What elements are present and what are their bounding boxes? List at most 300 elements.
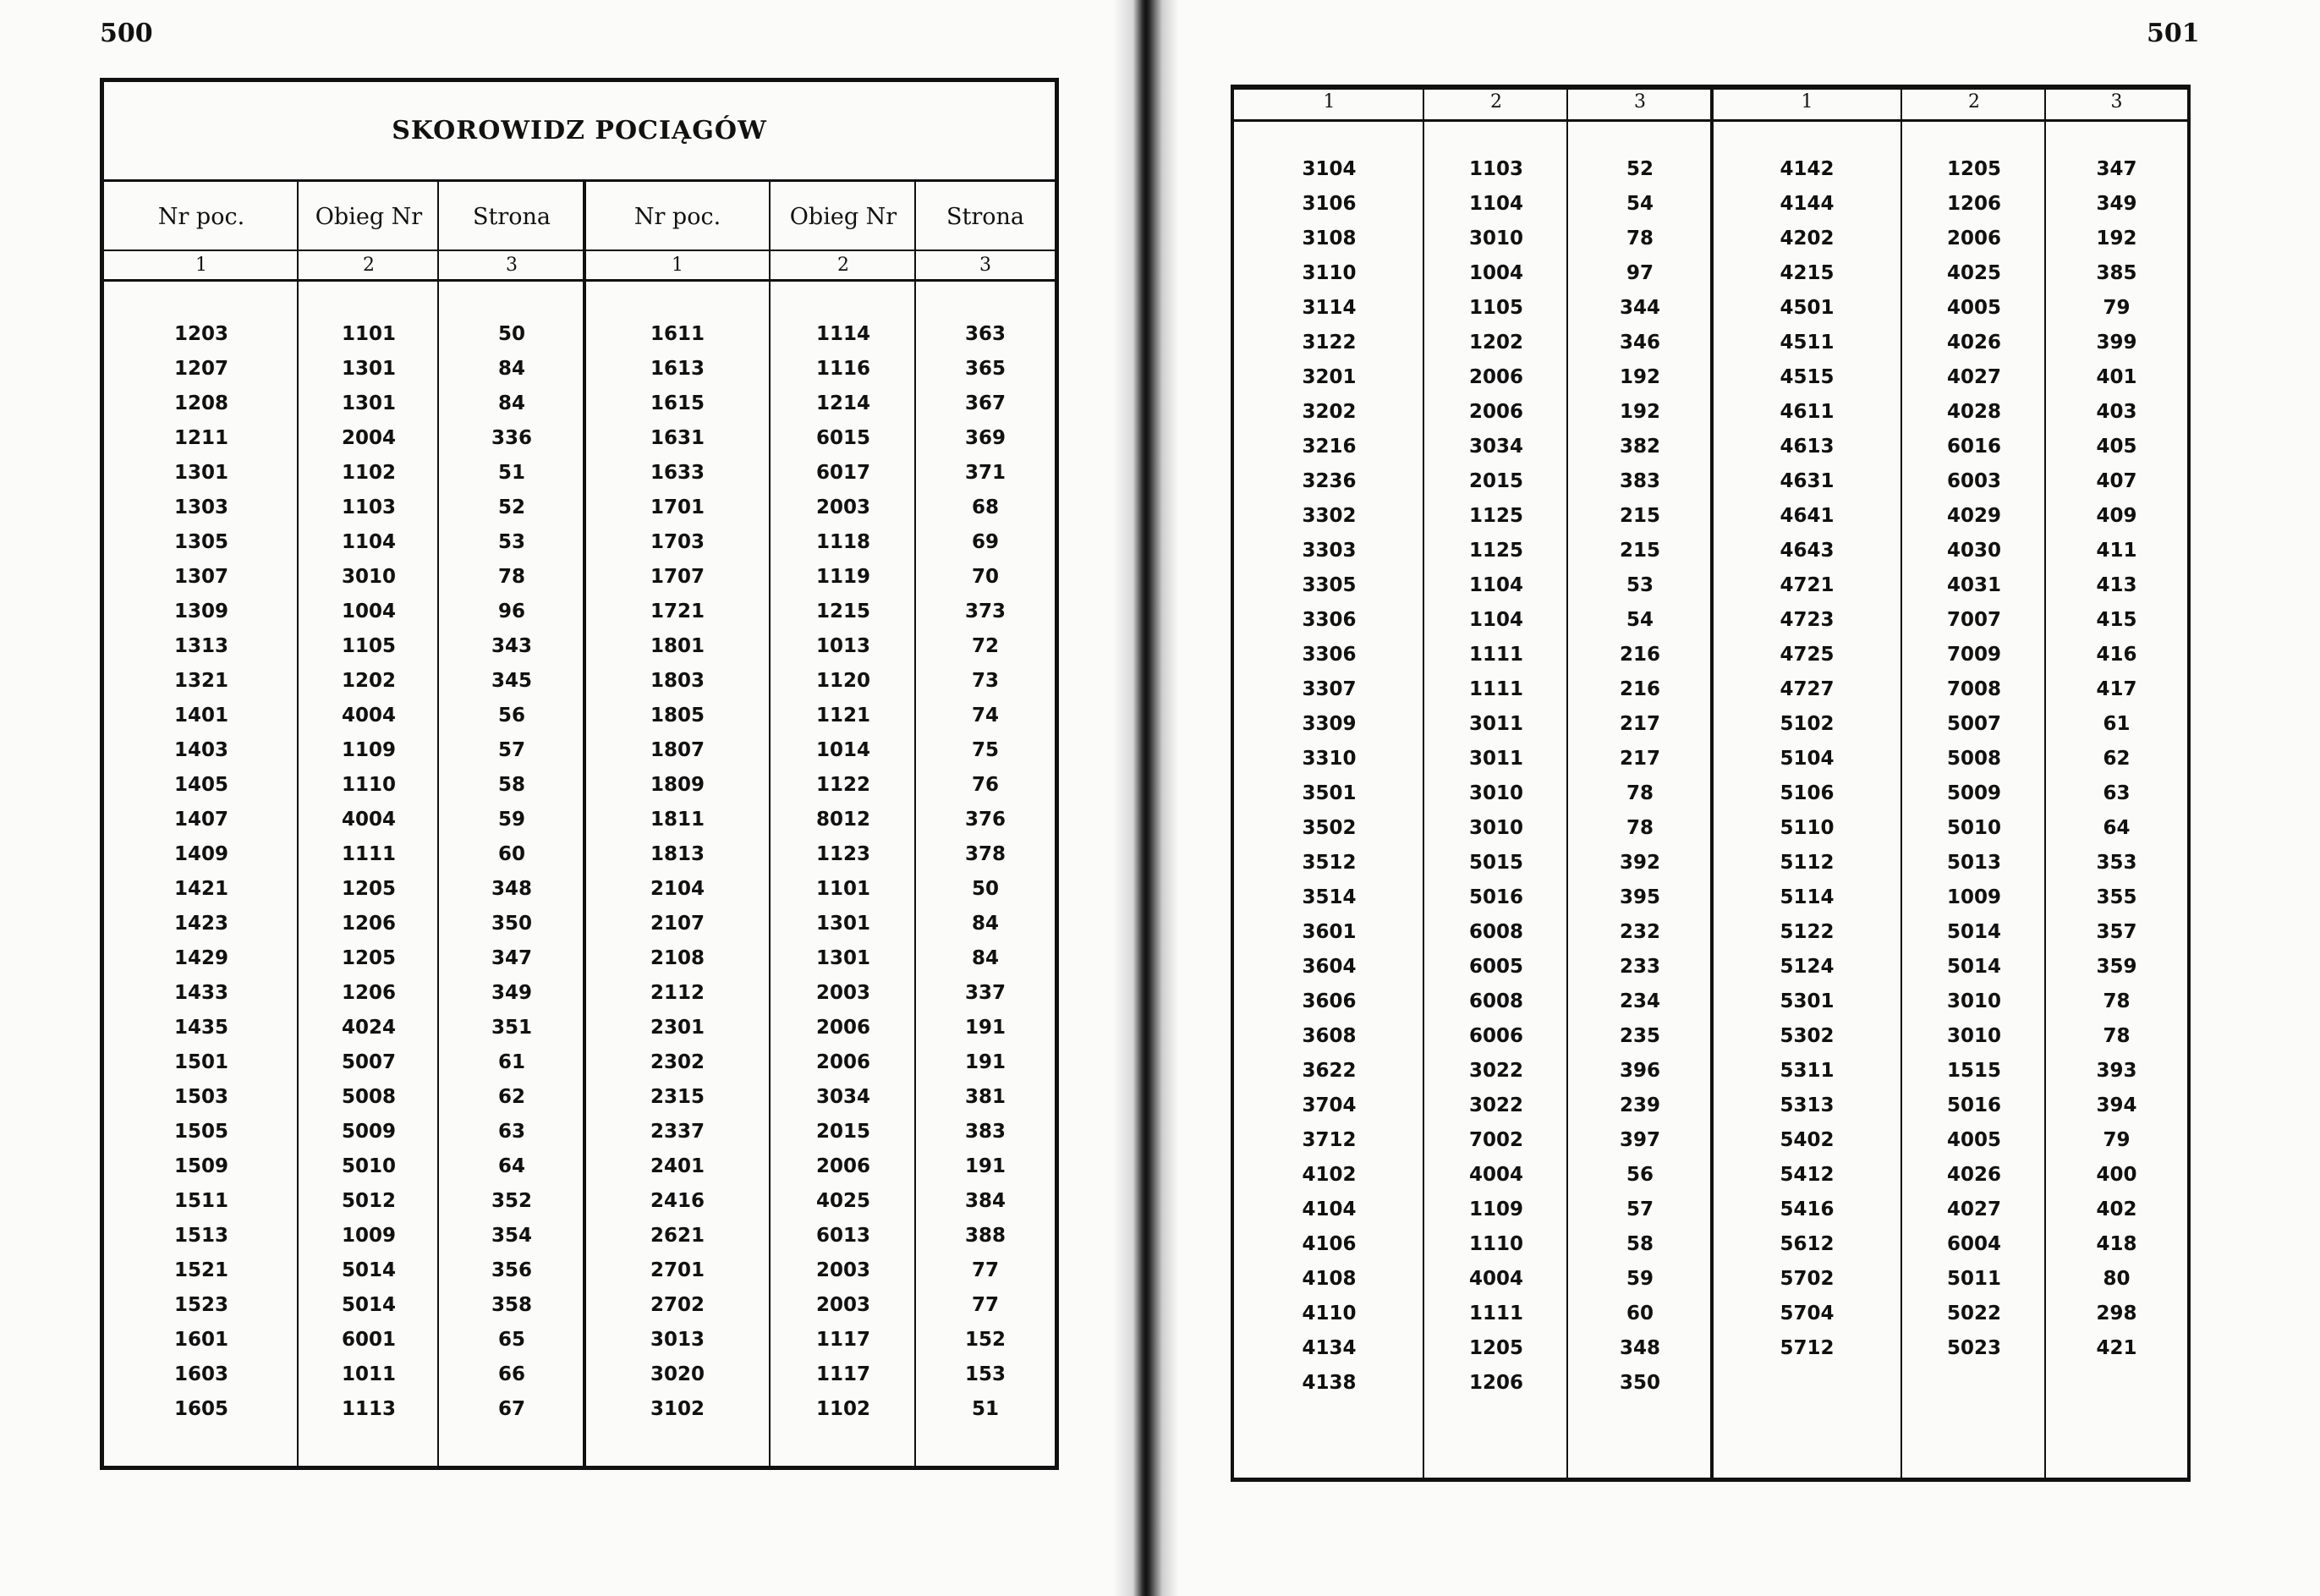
- table-cell: 80: [2103, 1268, 2131, 1290]
- table-cell: 1009: [341, 1225, 396, 1247]
- table-cell: 216: [1619, 644, 1660, 666]
- table-cell: 234: [1619, 990, 1660, 1012]
- table-cell: 4104: [1302, 1198, 1357, 1220]
- table-cell: 1401: [173, 705, 228, 727]
- table-cell: 373: [964, 601, 1006, 622]
- table-cell: 62: [2103, 748, 2131, 770]
- table-cell: 1301: [173, 462, 228, 484]
- table-cell: 62: [497, 1086, 525, 1108]
- table-cell: 3011: [1468, 713, 1523, 735]
- table-cell: 2006: [1468, 401, 1523, 423]
- table-cell: 1214: [815, 392, 870, 414]
- table-cell: 5106: [1780, 782, 1835, 804]
- table-cell: 1435: [173, 1017, 228, 1039]
- table-cell: 78: [1626, 228, 1654, 250]
- table-cell: 5007: [1946, 713, 2001, 735]
- table-cell: 3022: [1468, 1060, 1523, 1082]
- table-cell: 1523: [173, 1294, 228, 1316]
- table-cell: 2702: [650, 1294, 705, 1316]
- table-cell: 1110: [1468, 1233, 1523, 1255]
- table-cell: 2107: [650, 913, 705, 935]
- table-cell: 4721: [1780, 574, 1835, 596]
- column-nr-poc-2: [584, 317, 771, 1427]
- table-cell: 1120: [815, 670, 870, 692]
- table-cell: 192: [1619, 401, 1660, 423]
- table-cell: 3712: [1302, 1129, 1357, 1151]
- table-cell: 5016: [1468, 886, 1523, 908]
- table-cell: 348: [1619, 1337, 1660, 1359]
- table-cell: 4027: [1946, 366, 2001, 388]
- table-cell: 1503: [173, 1086, 228, 1108]
- table-cell: 416: [2096, 644, 2137, 666]
- table-cell: 56: [497, 705, 525, 727]
- table-cell: 352: [491, 1190, 532, 1212]
- table-cell: 4005: [1946, 1129, 2001, 1151]
- table-cell: 3013: [650, 1329, 705, 1351]
- table-cell: 1633: [650, 462, 705, 484]
- table-cell: 3022: [1468, 1094, 1523, 1116]
- table-cell: 6015: [815, 427, 870, 449]
- table-cell: 6008: [1468, 921, 1523, 943]
- table-cell: 3608: [1302, 1025, 1357, 1047]
- table-cell: 4611: [1780, 401, 1835, 423]
- column-2-b: [1902, 152, 2046, 1366]
- table-cell: 1305: [173, 531, 228, 553]
- table-cell: 1403: [173, 739, 228, 761]
- table-cell: 51: [497, 462, 525, 484]
- table-cell: 79: [2103, 1129, 2131, 1151]
- table-cell: 5014: [1946, 956, 2001, 978]
- column-obieg-nr: [299, 317, 439, 1427]
- table-cell: 75: [971, 739, 999, 761]
- table-cell: 65: [497, 1329, 525, 1351]
- header-obieg-nr: Obieg Nr: [315, 203, 423, 230]
- table-cell: 77: [971, 1294, 999, 1316]
- column-nr-poc: [104, 317, 299, 1427]
- table-cell: 4004: [1468, 1164, 1523, 1186]
- table-cell: 336: [491, 427, 532, 449]
- table-cell: 216: [1619, 678, 1660, 700]
- table-cell: 1102: [341, 462, 396, 484]
- table-cell: 3010: [1468, 228, 1523, 250]
- table-cell: 350: [1619, 1372, 1660, 1394]
- header-nr-poc: Nr poc.: [157, 203, 245, 230]
- col-number: 1: [1801, 91, 1813, 112]
- table-cell: 1122: [815, 774, 870, 796]
- table-cell: 53: [1626, 574, 1654, 596]
- table-cell: 365: [964, 358, 1006, 380]
- table-cell: 3104: [1302, 158, 1357, 180]
- table-cell: 418: [2096, 1233, 2137, 1255]
- table-cell: 5301: [1780, 990, 1835, 1012]
- table-cell: 4004: [341, 705, 396, 727]
- column-2: [1424, 152, 1568, 1401]
- column-number-row: [104, 251, 1055, 282]
- table-cell: 1605: [173, 1398, 228, 1420]
- table-cell: 1206: [1946, 193, 2001, 215]
- table-cell: 5014: [341, 1294, 396, 1316]
- table-cell: 5112: [1780, 852, 1835, 874]
- table-cell: 5022: [1946, 1303, 2001, 1325]
- table-cell: 3108: [1302, 228, 1357, 250]
- table-cell: 349: [491, 982, 532, 1004]
- col-number: 2: [363, 255, 375, 276]
- table-cell: 411: [2096, 540, 2137, 562]
- table-cell: 84: [971, 947, 999, 969]
- table-cell: 6001: [341, 1329, 396, 1351]
- table-cell: 7007: [1946, 609, 2001, 631]
- table-cell: 56: [1626, 1164, 1654, 1186]
- table-cell: 1202: [1468, 332, 1523, 354]
- header-strona: Strona: [473, 203, 551, 230]
- table-cell: 349: [2096, 193, 2137, 215]
- table-cell: 54: [1626, 609, 1654, 631]
- table-cell: 1118: [815, 531, 870, 553]
- table-cell: 1004: [341, 601, 396, 622]
- table-cell: 1208: [173, 392, 228, 414]
- table-cell: 4723: [1780, 609, 1835, 631]
- table-cell: 6004: [1946, 1233, 2001, 1255]
- table-cell: 1125: [1468, 505, 1523, 527]
- table-cell: 3601: [1302, 921, 1357, 943]
- table-cell: 394: [2096, 1094, 2137, 1116]
- table-cell: 1102: [815, 1398, 870, 1420]
- table-cell: 1205: [341, 878, 396, 900]
- left-train-index-table: [100, 78, 1059, 1470]
- table-cell: 3114: [1302, 297, 1357, 319]
- table-cell: 72: [971, 635, 999, 657]
- table-cell: 74: [971, 705, 999, 727]
- table-cell: 1104: [1468, 609, 1523, 631]
- col-number: 1: [672, 255, 683, 276]
- table-cell: 57: [497, 739, 525, 761]
- table-cell: 1301: [815, 947, 870, 969]
- table-cell: 1321: [173, 670, 228, 692]
- table-cell: 5302: [1780, 1025, 1835, 1047]
- table-cell: 4108: [1302, 1268, 1357, 1290]
- table-cell: 3514: [1302, 886, 1357, 908]
- table-cell: 63: [497, 1121, 525, 1143]
- table-cell: 1613: [650, 358, 705, 380]
- table-cell: 344: [1619, 297, 1660, 319]
- table-cell: 4025: [815, 1190, 870, 1212]
- table-cell: 4004: [341, 809, 396, 831]
- table-cell: 192: [1619, 366, 1660, 388]
- table-cell: 2401: [650, 1155, 705, 1177]
- table-cell: 2003: [815, 1259, 870, 1281]
- table-cell: 351: [491, 1017, 532, 1039]
- table-cell: 357: [2096, 921, 2137, 943]
- table-cell: 378: [964, 843, 1006, 865]
- table-cell: 6013: [815, 1225, 870, 1247]
- table-cell: 1123: [815, 843, 870, 865]
- table-cell: 4134: [1302, 1337, 1357, 1359]
- column-3: [1568, 152, 1712, 1401]
- table-cell: 3010: [1946, 1025, 2001, 1047]
- table-cell: 343: [491, 635, 532, 657]
- table-cell: 353: [2096, 852, 2137, 874]
- table-cell: 8012: [815, 809, 870, 831]
- table-cell: 152: [964, 1329, 1006, 1351]
- table-cell: 217: [1619, 713, 1660, 735]
- table-cell: 5114: [1780, 886, 1835, 908]
- table-cell: 367: [964, 392, 1006, 414]
- table-cell: 5012: [341, 1190, 396, 1212]
- table-cell: 409: [2096, 505, 2137, 527]
- table-cell: 3307: [1302, 678, 1357, 700]
- table-cell: 5023: [1946, 1337, 2001, 1359]
- table-cell: 1303: [173, 496, 228, 518]
- table-cell: 4725: [1780, 644, 1835, 666]
- table-cell: 215: [1619, 540, 1660, 562]
- table-cell: 1501: [173, 1051, 228, 1073]
- table-cell: 2315: [650, 1086, 705, 1108]
- table-cell: 191: [964, 1051, 1006, 1073]
- header-row: [104, 182, 1055, 251]
- table-cell: 1601: [173, 1329, 228, 1351]
- table-cell: 359: [2096, 956, 2137, 978]
- table-cell: 415: [2096, 609, 2137, 631]
- column-3-b: [2046, 152, 2187, 1366]
- table-cell: 5015: [1468, 852, 1523, 874]
- table-cell: 1423: [173, 913, 228, 935]
- table-cell: 1109: [341, 739, 396, 761]
- table-cell: 53: [497, 531, 525, 553]
- table-cell: 4106: [1302, 1233, 1357, 1255]
- table-cell: 54: [1626, 193, 1654, 215]
- table-cell: 3020: [650, 1363, 705, 1385]
- table-cell: 2006: [815, 1051, 870, 1073]
- table-cell: 1429: [173, 947, 228, 969]
- table-cell: 1611: [650, 323, 705, 345]
- table-cell: 1307: [173, 566, 228, 588]
- table-cell: 3202: [1302, 401, 1357, 423]
- table-cell: 2003: [815, 1294, 870, 1316]
- table-cell: 399: [2096, 332, 2137, 354]
- table-cell: 1603: [173, 1363, 228, 1385]
- table-cell: 66: [497, 1363, 525, 1385]
- table-cell: 5011: [1946, 1268, 2001, 1290]
- table-cell: 2015: [1468, 470, 1523, 492]
- table-cell: 413: [2096, 574, 2137, 596]
- table-cell: 400: [2096, 1164, 2137, 1186]
- table-cell: 3606: [1302, 990, 1357, 1012]
- table-cell: 4026: [1946, 332, 2001, 354]
- table-cell: 2006: [1468, 366, 1523, 388]
- table-cell: 1104: [1468, 574, 1523, 596]
- table-cell: 5612: [1780, 1233, 1835, 1255]
- table-cell: 79: [2103, 297, 2131, 319]
- table-cell: 3512: [1302, 852, 1357, 874]
- table-cell: 1513: [173, 1225, 228, 1247]
- col-number: 3: [506, 255, 518, 276]
- col-number: 2: [837, 255, 849, 276]
- table-cell: 4026: [1946, 1164, 2001, 1186]
- table-cell: 1509: [173, 1155, 228, 1177]
- table-cell: 5014: [341, 1259, 396, 1281]
- table-cell: 421: [2096, 1337, 2137, 1359]
- table-cell: 298: [2096, 1303, 2137, 1325]
- table-cell: 2015: [815, 1121, 870, 1143]
- table-cell: 1111: [1468, 1303, 1523, 1325]
- table-cell: 2301: [650, 1017, 705, 1039]
- table-cell: 6003: [1946, 470, 2001, 492]
- table-cell: 52: [1626, 158, 1654, 180]
- table-cell: 2006: [1946, 228, 2001, 250]
- table-cell: 3236: [1302, 470, 1357, 492]
- table-cell: 6008: [1468, 990, 1523, 1012]
- table-cell: 385: [2096, 262, 2137, 284]
- table-cell: 1011: [341, 1363, 396, 1385]
- table-cell: 77: [971, 1259, 999, 1281]
- table-cell: 1116: [815, 358, 870, 380]
- table-cell: 2337: [650, 1121, 705, 1143]
- table-cell: 7009: [1946, 644, 2001, 666]
- table-cell: 5704: [1780, 1303, 1835, 1325]
- table-cell: 1409: [173, 843, 228, 865]
- table-cell: 2003: [815, 982, 870, 1004]
- table-cell: 392: [1619, 852, 1660, 874]
- column-strona: [439, 317, 584, 1427]
- table-cell: 396: [1619, 1060, 1660, 1082]
- table-cell: 1114: [815, 323, 870, 345]
- table-cell: 1101: [815, 878, 870, 900]
- table-cell: 1803: [650, 670, 705, 692]
- table-cell: 350: [491, 913, 532, 935]
- right-train-index-table: [1231, 85, 2191, 1482]
- table-cell: 7008: [1946, 678, 2001, 700]
- table-cell: 2701: [650, 1259, 705, 1281]
- table-cell: 1309: [173, 601, 228, 622]
- table-cell: 58: [1626, 1233, 1654, 1255]
- table-cell: 58: [497, 774, 525, 796]
- table-cell: 1215: [815, 601, 870, 622]
- table-cell: 1101: [341, 323, 396, 345]
- table-cell: 191: [964, 1155, 1006, 1177]
- table-cell: 153: [964, 1363, 1006, 1385]
- table-cell: 355: [2096, 886, 2137, 908]
- table-cell: 347: [491, 947, 532, 969]
- table-cell: 1631: [650, 427, 705, 449]
- table-cell: 59: [497, 809, 525, 831]
- table-cell: 4727: [1780, 678, 1835, 700]
- table-cell: 1813: [650, 843, 705, 865]
- table-cell: 1202: [341, 670, 396, 692]
- table-cell: 60: [1626, 1303, 1654, 1325]
- table-cell: 5102: [1780, 713, 1835, 735]
- table-cell: 6016: [1946, 436, 2001, 458]
- table-cell: 1301: [341, 392, 396, 414]
- table-cell: 1407: [173, 809, 228, 831]
- table-cell: 5010: [341, 1155, 396, 1177]
- table-cell: 2302: [650, 1051, 705, 1073]
- table-cell: 1113: [341, 1398, 396, 1420]
- table-cell: 67: [497, 1398, 525, 1420]
- table-cell: 59: [1626, 1268, 1654, 1290]
- table-cell: 2112: [650, 982, 705, 1004]
- table-cell: 1111: [1468, 644, 1523, 666]
- table-cell: 192: [2096, 228, 2137, 250]
- table-cell: 4102: [1302, 1164, 1357, 1186]
- table-cell: 1105: [341, 635, 396, 657]
- column-1-b: [1712, 152, 1902, 1366]
- page-number-left: 500: [100, 19, 153, 48]
- table-cell: 1121: [815, 705, 870, 727]
- table-cell: 1809: [650, 774, 705, 796]
- table-cell: 5110: [1780, 817, 1835, 839]
- table-cell: 337: [964, 982, 1006, 1004]
- table-cell: 2621: [650, 1225, 705, 1247]
- table-cell: 376: [964, 809, 1006, 831]
- table-cell: 401: [2096, 366, 2137, 388]
- table-cell: 1707: [650, 566, 705, 588]
- table-cell: 3305: [1302, 574, 1357, 596]
- table-cell: 73: [971, 670, 999, 692]
- table-cell: 3011: [1468, 748, 1523, 770]
- table-cell: 1009: [1946, 886, 2001, 908]
- table-cell: 63: [2103, 782, 2131, 804]
- table-cell: 397: [1619, 1129, 1660, 1151]
- table-cell: 4515: [1780, 366, 1835, 388]
- table-cell: 4110: [1302, 1303, 1357, 1325]
- table-cell: 5412: [1780, 1164, 1835, 1186]
- table-cell: 1014: [815, 739, 870, 761]
- col-number: 3: [979, 255, 991, 276]
- table-cell: 3034: [1468, 436, 1523, 458]
- table-cell: 3604: [1302, 956, 1357, 978]
- table-cell: 4029: [1946, 505, 2001, 527]
- table-cell: 5712: [1780, 1337, 1835, 1359]
- col-number: 2: [1490, 91, 1502, 112]
- table-cell: 2004: [341, 427, 396, 449]
- table-cell: 4142: [1780, 158, 1835, 180]
- table-cell: 1805: [650, 705, 705, 727]
- table-cell: 2416: [650, 1190, 705, 1212]
- table-cell: 2104: [650, 878, 705, 900]
- table-cell: 347: [2096, 158, 2137, 180]
- table-cell: 217: [1619, 748, 1660, 770]
- table-cell: 5009: [341, 1121, 396, 1143]
- table-cell: 384: [964, 1190, 1006, 1212]
- table-cell: 1801: [650, 635, 705, 657]
- table-cell: 3106: [1302, 193, 1357, 215]
- table-cell: 4024: [341, 1017, 396, 1039]
- table-cell: 76: [971, 774, 999, 796]
- table-cell: 3622: [1302, 1060, 1357, 1082]
- table-cell: 3306: [1302, 644, 1357, 666]
- table-cell: 1111: [341, 843, 396, 865]
- table-cell: 3010: [1946, 990, 2001, 1012]
- table-cell: 5104: [1780, 748, 1835, 770]
- table-cell: 1511: [173, 1190, 228, 1212]
- table-cell: 383: [1619, 470, 1660, 492]
- table-cell: 57: [1626, 1198, 1654, 1220]
- table-cell: 64: [2103, 817, 2131, 839]
- table-cell: 4031: [1946, 574, 2001, 596]
- table-cell: 5014: [1946, 921, 2001, 943]
- table-cell: 1421: [173, 878, 228, 900]
- table-cell: 78: [497, 566, 525, 588]
- table-cell: 348: [491, 878, 532, 900]
- table-cell: 369: [964, 427, 1006, 449]
- table-cell: 1521: [173, 1259, 228, 1281]
- table-cell: 60: [497, 843, 525, 865]
- table-cell: 1203: [173, 323, 228, 345]
- table-cell: 4631: [1780, 470, 1835, 492]
- table-cell: 1103: [1468, 158, 1523, 180]
- table-cell: 1207: [173, 358, 228, 380]
- table-cell: 382: [1619, 436, 1660, 458]
